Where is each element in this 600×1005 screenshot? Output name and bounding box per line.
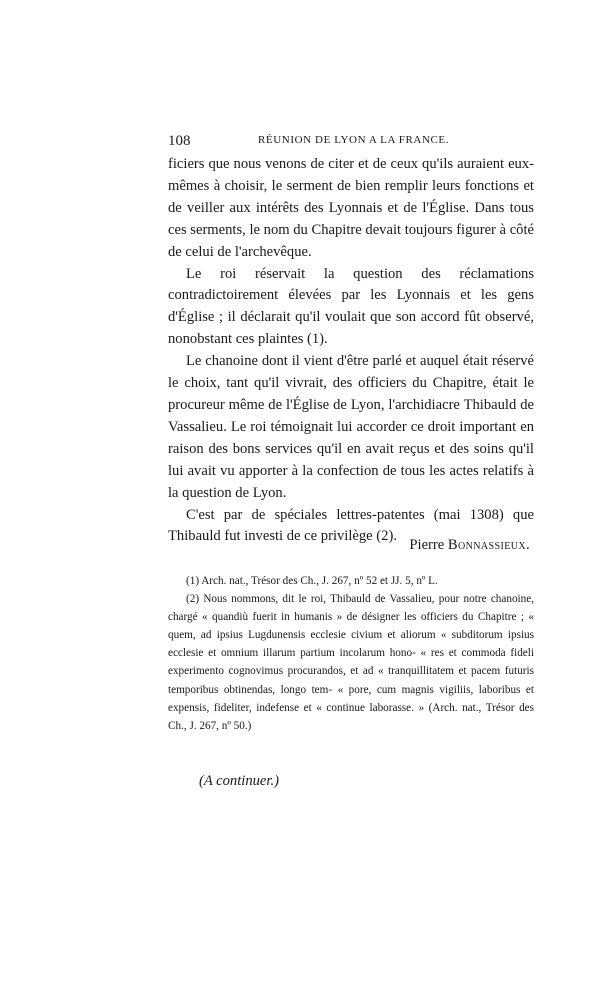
footnote: (1) Arch. nat., Trésor des Ch., J. 267, nº 52 et JJ. 5, nº L. <box>186 575 438 587</box>
page-header <box>168 133 534 151</box>
paragraph: Le chanoine dont il vient d'être parlé et auquel était réservé le choix, tant qu'il vivrait, des officiers du Chapitre, était le procureur même de l'Église de Lyon, l'archidiacre Thibauld de Vassalieu. Le roi témoignait lui accorder ce droit important en raison des bons services qu'il en avait reçus et des soins qu'il lui avait vu apporter à la confection de tous les actes relatifs à la question de Lyon. <box>168 353 534 501</box>
author-signature <box>168 537 530 554</box>
body-text <box>168 154 534 548</box>
paragraph: C'est par de spéciales lettres-patentes (mai 1308) que Thibauld fut investi de ce privilège (2). <box>168 506 534 545</box>
continuation-note: (A continuer.) <box>199 773 279 789</box>
page-number: 108 <box>168 133 191 149</box>
footnotes <box>168 572 534 735</box>
footnote: (2) Nous nommons, dit le roi, Thibauld de Vassalieu, pour notre chanoine, chargé « quandiù fuerit in humanis » de désigner les officiers du Chapitre ; « quem, ad ipsius Lugdunensis ecclesie civium et aliorum « subditorum ipsius ecclesie et omnium illarum partium incolarum hono- « res et commoda fideli experimento cognovimus procurandos, et ad « tranquillitatem et pacem futuris temporibus obtinendas, longo tem- « pore, cum magnis vigiliis, laboribus et expensis, fideliter, indefense et « continue laborasse. » (Arch. nat., Trésor des Ch., J. 267, nº 50.) <box>168 593 534 732</box>
running-title: RÉUNION DE LYON A LA FRANCE. <box>258 134 450 146</box>
author-first-name: Pierre <box>409 537 445 553</box>
paragraph: Le roi réservait la question des réclamations contradictoirement élevées par les Lyonnais et les gens d'Église ; il déclarait qu'il voulait que son accord fût observé, nonobstant ces plaintes (1). <box>168 265 534 348</box>
author-last-name: Bonnassieux. <box>447 537 530 553</box>
paragraph: ficiers que nous venons de citer et de ceux qu'ils auraient eux-mêmes à choisir, le serment de bien remplir leurs fonctions et de veiller aux intérêts des Lyonnais et de l'Église. Dans tous ces serments, le nom du Chapitre devait toujours figurer à côté de celui de l'archevêque. <box>168 156 534 260</box>
